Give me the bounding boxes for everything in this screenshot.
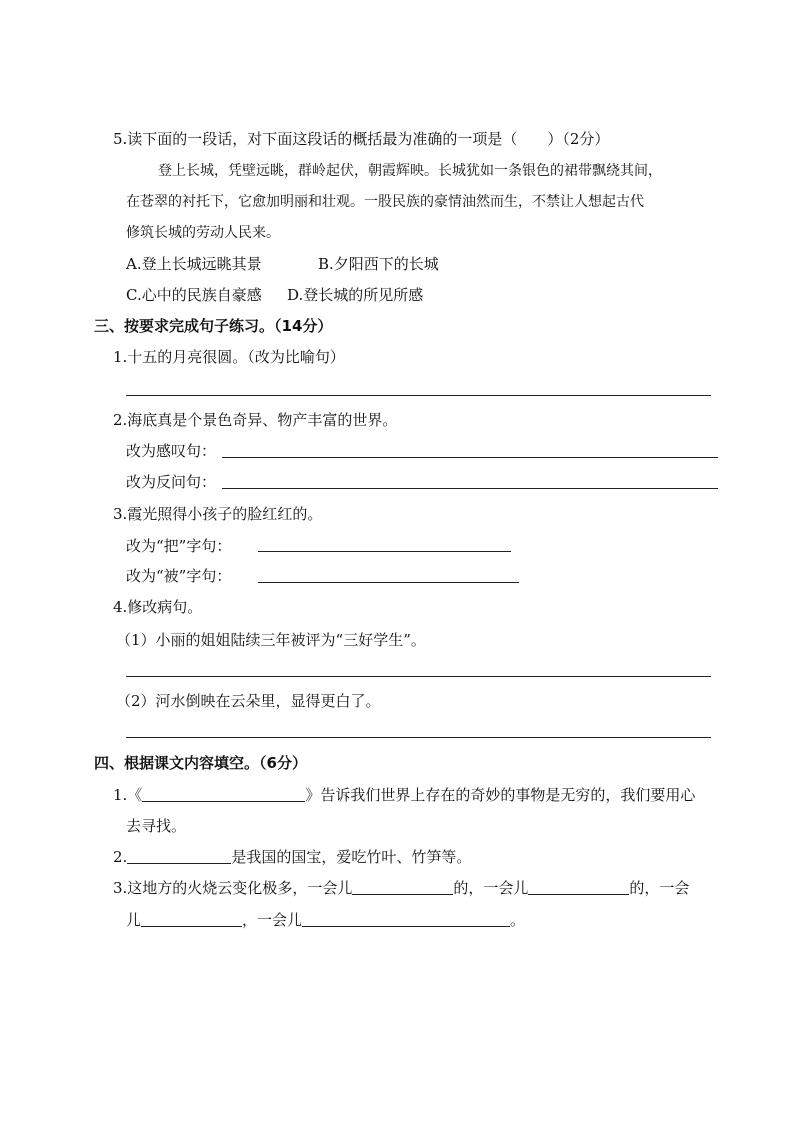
option-c[interactable]: C.心中的民族自豪感 bbox=[126, 286, 262, 304]
answer-line-bei[interactable] bbox=[258, 582, 519, 583]
passage-line-3: 修筑长城的劳动人民来。 bbox=[126, 225, 280, 241]
blank-cloud-2[interactable] bbox=[528, 879, 629, 895]
s3-q2-exclamation-label: 改为感叹句： bbox=[126, 442, 217, 460]
s4-question-3 bbox=[113, 878, 689, 898]
s3-q4-sentence-2: （2）河水倒映在云朵里，显得更白了。 bbox=[116, 692, 381, 710]
section-4-heading: 四、根据课文内容填空。（6分） bbox=[94, 754, 307, 772]
answer-line-q4-2[interactable] bbox=[126, 737, 711, 738]
option-d[interactable]: D.登长城的所见所感 bbox=[287, 286, 424, 304]
s4-q3-line2-end: 。 bbox=[510, 911, 526, 929]
s3-q3-bei-label: 改为“被”字句： bbox=[126, 567, 232, 585]
question-5-stem: 5.读下面的一段话，对下面这段话的概括最为准确的一项是（ ）（2分） bbox=[113, 130, 610, 148]
passage-line-1: 登上长城，凭壁远眺，群岭起伏，朝霞辉映。长城犹如一条银色的裙带飘绕其间， bbox=[158, 163, 662, 179]
s4-q2-prefix: 2. bbox=[113, 848, 128, 866]
s3-q4-sentence-1: （1）小丽的姐姐陆续三年被评为“三好学生”。 bbox=[116, 631, 426, 649]
s4-q3-mid-2: 的，一会 bbox=[629, 879, 690, 897]
s4-question-1 bbox=[113, 785, 695, 805]
answer-line-ba[interactable] bbox=[258, 551, 511, 552]
s3-question-3: 3.霞光照得小孩子的脸红红的。 bbox=[113, 505, 323, 523]
s4-q2-suffix: 是我国的国宝，爱吃竹叶、竹笋等。 bbox=[231, 848, 472, 866]
option-a[interactable]: A.登上长城远眺其景 bbox=[126, 255, 262, 273]
s4-q3-prefix: 3.这地方的火烧云变化极多，一会儿 bbox=[113, 879, 353, 897]
section-3-heading: 三、按要求完成句子练习。（14分） bbox=[94, 317, 333, 335]
blank-cloud-1[interactable] bbox=[352, 879, 453, 895]
s3-question-2: 2.海底真是个景色奇异、物产丰富的世界。 bbox=[113, 411, 398, 429]
s4-q1-line-2: 去寻找。 bbox=[126, 817, 187, 835]
s4-q1-suffix: 》告诉我们世界上存在的奇妙的事物是无穷的，我们要用心 bbox=[305, 786, 696, 804]
s4-q1-prefix: 1.《 bbox=[113, 786, 143, 804]
option-b[interactable]: B.夕阳西下的长城 bbox=[318, 255, 439, 273]
s3-question-4: 4.修改病句。 bbox=[113, 598, 203, 616]
s4-q3-line2-mid: ，一会儿 bbox=[242, 911, 303, 929]
answer-line-exclamation[interactable] bbox=[222, 457, 718, 458]
blank-cloud-4[interactable] bbox=[302, 911, 510, 927]
s3-question-1: 1.十五的月亮很圆。（改为比喻句） bbox=[113, 348, 345, 366]
s4-question-2 bbox=[113, 847, 471, 867]
s4-q3-line-2 bbox=[126, 910, 525, 930]
s4-q3-mid-1: 的，一会儿 bbox=[453, 879, 529, 897]
s3-q3-ba-label: 改为“把”字句： bbox=[126, 537, 232, 555]
answer-line-q4-1[interactable] bbox=[126, 676, 711, 677]
blank-text-title[interactable] bbox=[142, 786, 305, 802]
blank-national-treasure[interactable] bbox=[127, 848, 231, 864]
s4-q3-line2-prefix: 儿 bbox=[126, 911, 142, 929]
passage-line-2: 在苍翠的衬托下，它愈加明丽和壮观。一股民族的豪情油然而生，不禁让人想起古代 bbox=[126, 194, 644, 210]
blank-cloud-3[interactable] bbox=[141, 911, 242, 927]
s3-q2-rhetorical-label: 改为反问句： bbox=[126, 473, 217, 491]
answer-line-s3-q1[interactable] bbox=[126, 395, 711, 396]
answer-line-rhetorical[interactable] bbox=[222, 488, 718, 489]
